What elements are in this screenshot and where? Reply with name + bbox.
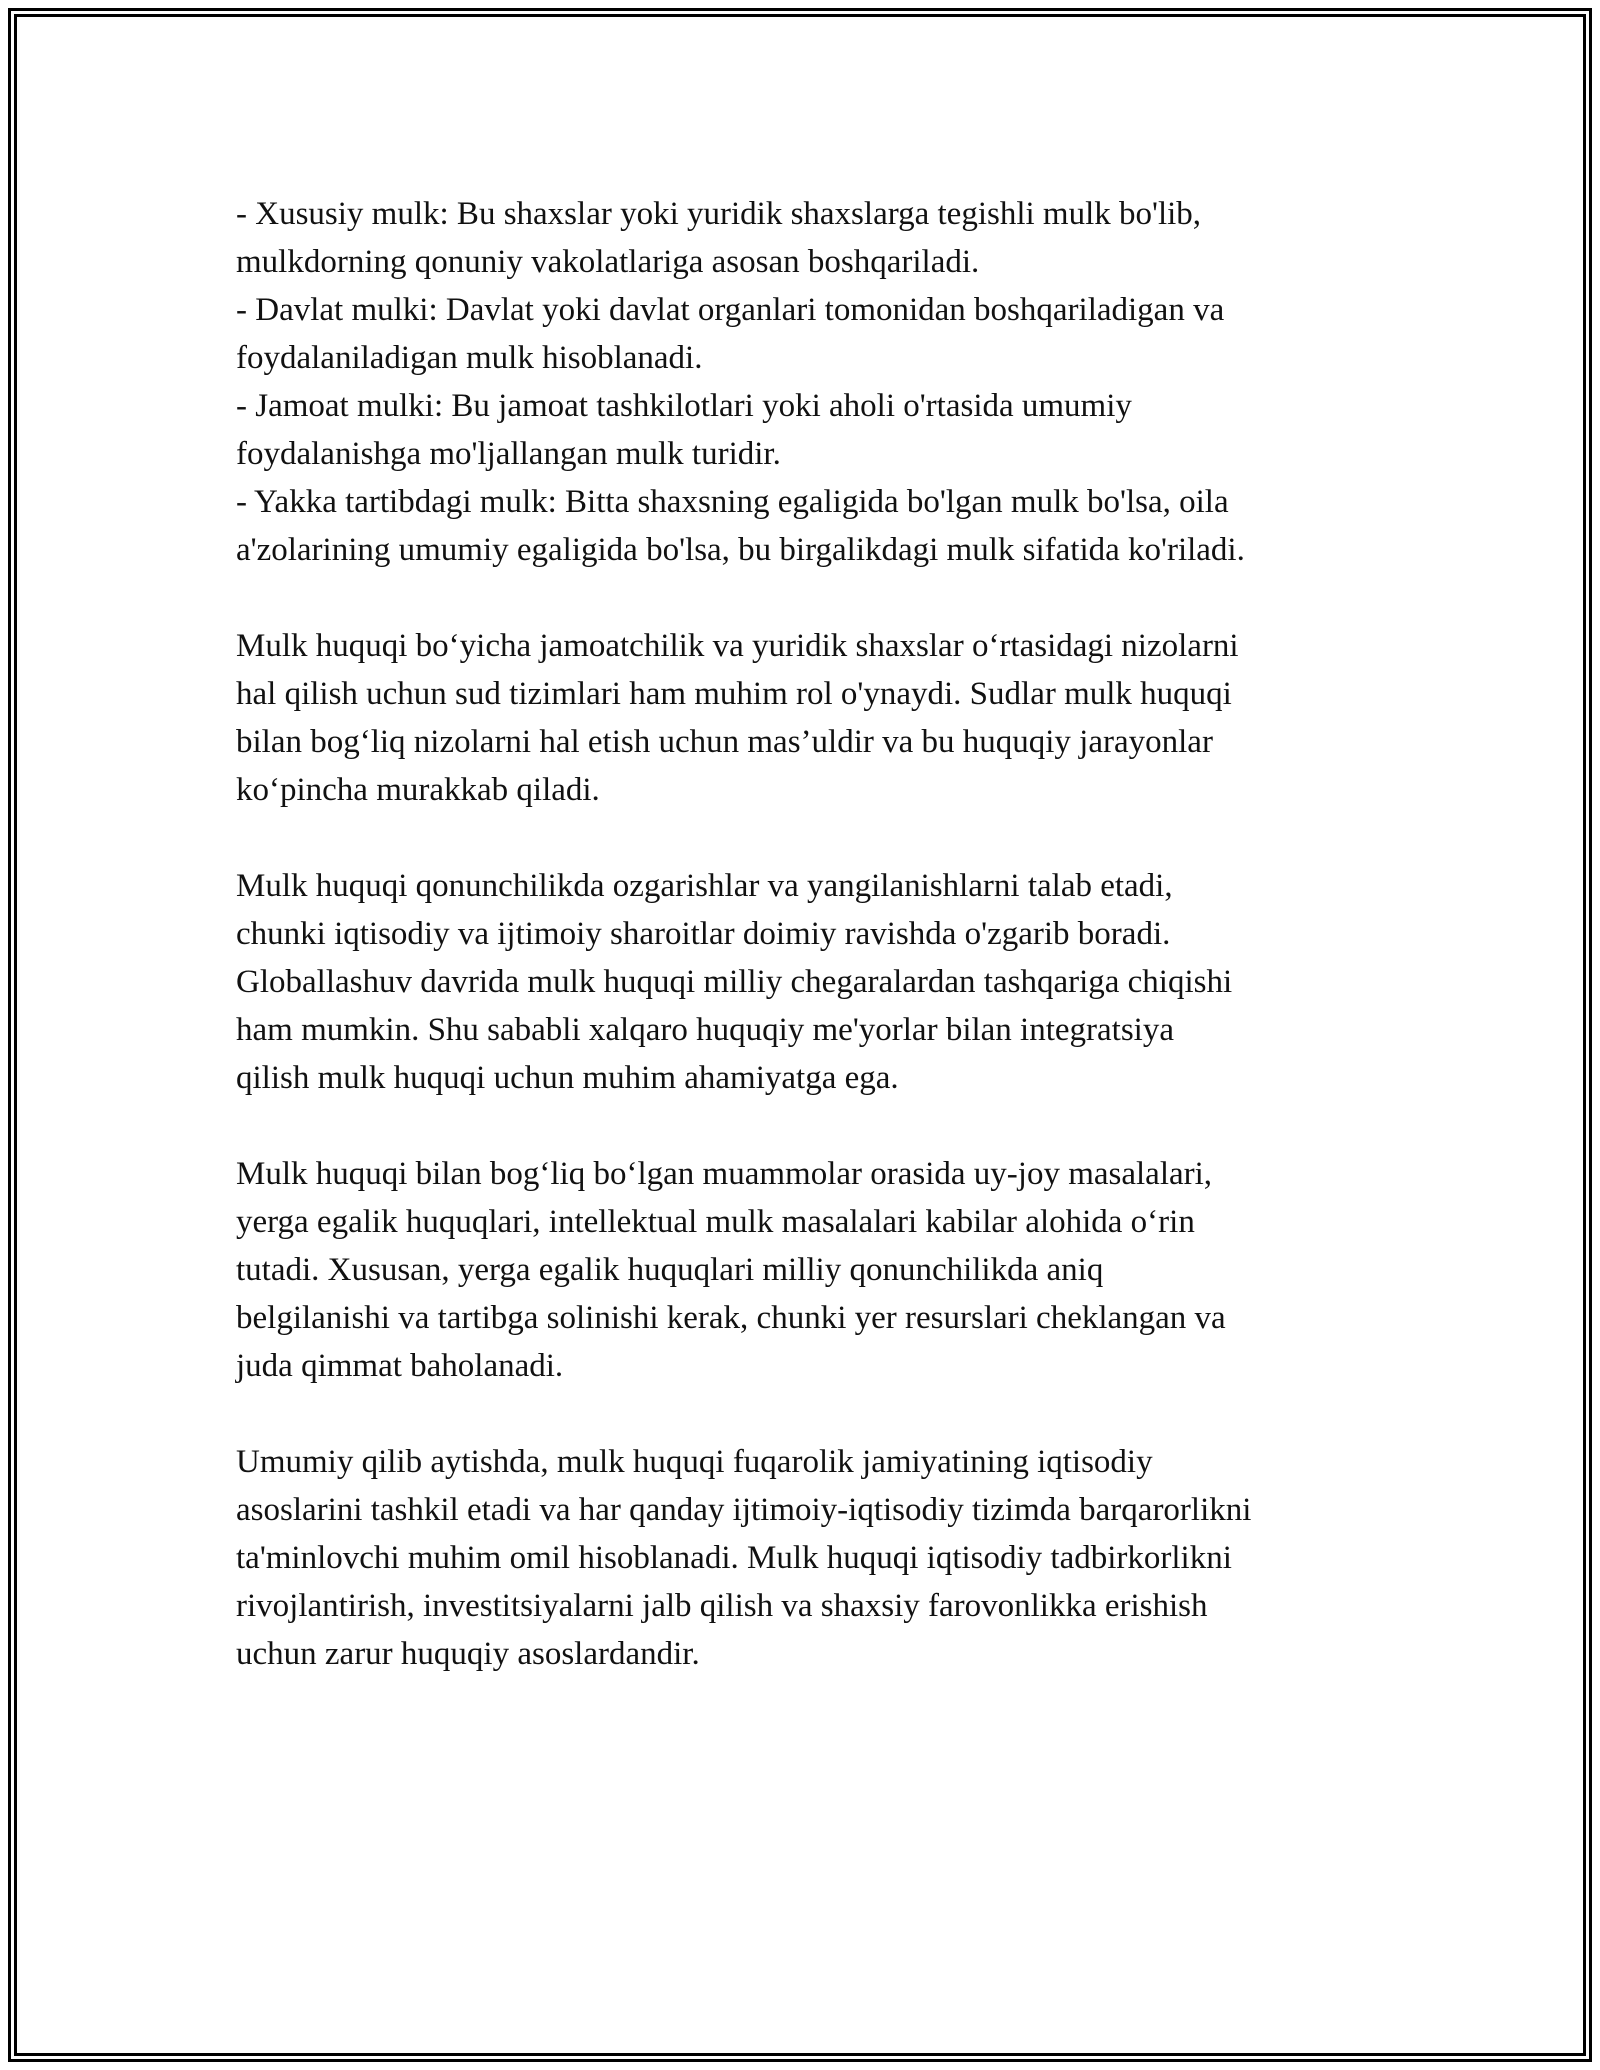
text-line: belgilanishi va tartibga solinishi kerak, chunki yer resurslari cheklangan va [236, 1300, 1226, 1336]
text-line: ko‘pincha murakkab qiladi. [236, 772, 600, 808]
text-line: qilish mulk huquqi uchun muhim ahamiyatga ega. [236, 1060, 899, 1096]
text-line: Mulk huquqi qonunchilikda ozgarishlar va yangilanishlarni talab etadi, [236, 868, 1173, 904]
text-line: chunki iqtisodiy va ijtimoiy sharoitlar doimiy ravishda o'zgarib boradi. [236, 916, 1171, 952]
text-line: juda qimmat baholanadi. [236, 1348, 564, 1384]
text-line: a'zolarining umumiy egaligida bo'lsa, bu birgalikdagi mulk sifatida ko'riladi. [236, 532, 1245, 568]
text-line: bilan bog‘liq nizolarni hal etish uchun mas’uldir va bu huquqiy jarayonlar [236, 724, 1213, 760]
text-line: foydalanishga mo'ljallangan mulk turidir. [236, 436, 781, 472]
paragraph-legislation [236, 862, 1386, 1102]
paragraph-conclusion [236, 1438, 1386, 1678]
text-line: asoslarini tashkil etadi va har qanday ijtimoiy-iqtisodiy tizimda barqarorlikni [236, 1492, 1252, 1528]
text-line: Mulk huquqi bo‘yicha jamoatchilik va yuridik shaxslar o‘rtasidagi nizolarni [236, 628, 1239, 664]
text-line: - Yakka tartibdagi mulk: Bitta shaxsning egaligida bo'lgan mulk bo'lsa, oila [236, 484, 1229, 520]
text-line: Umumiy qilib aytishda, mulk huquqi fuqarolik jamiyatining iqtisodiy [236, 1444, 1153, 1480]
text-line: uchun zarur huquqiy asoslardandir. [236, 1636, 700, 1672]
text-line: tutadi. Xususan, yerga egalik huquqlari milliy qonunchilikda aniq [236, 1252, 1104, 1288]
text-line: - Xususiy mulk: Bu shaxslar yoki yuridik shaxslarga tegishli mulk bo'lib, [236, 196, 1202, 232]
paragraph-courts [236, 622, 1386, 814]
text-line: rivojlantirish, investitsiyalarni jalb qilish va shaxsiy farovonlikka erishish [236, 1588, 1208, 1624]
paragraph-problems [236, 1150, 1386, 1390]
property-types-list [236, 190, 1386, 574]
text-line: - Davlat mulki: Davlat yoki davlat organlari tomonidan boshqariladigan va [236, 292, 1225, 328]
text-line: Mulk huquqi bilan bog‘liq bo‘lgan muammolar orasida uy-joy masalalari, [236, 1156, 1213, 1192]
text-line: Globallashuv davrida mulk huquqi milliy chegaralardan tashqariga chiqishi [236, 964, 1233, 1000]
text-line: ham mumkin. Shu sababli xalqaro huquqiy me'yorlar bilan integratsiya [236, 1012, 1175, 1048]
text-line: ta'minlovchi muhim omil hisoblanadi. Mulk huquqi iqtisodiy tadbirkorlikni [236, 1540, 1232, 1576]
text-line: yerga egalik huquqlari, intellektual mulk masalalari kabilar alohida o‘rin [236, 1204, 1195, 1240]
text-line: foydalaniladigan mulk hisoblanadi. [236, 340, 703, 376]
text-line: mulkdorning qonuniy vakolatlariga asosan boshqariladi. [236, 244, 980, 280]
text-line: hal qilish uchun sud tizimlari ham muhim rol o'ynaydi. Sudlar mulk huquqi [236, 676, 1232, 712]
text-line: - Jamoat mulki: Bu jamoat tashkilotlari yoki aholi o'rtasida umumiy [236, 388, 1132, 424]
document-body [236, 190, 1386, 1726]
